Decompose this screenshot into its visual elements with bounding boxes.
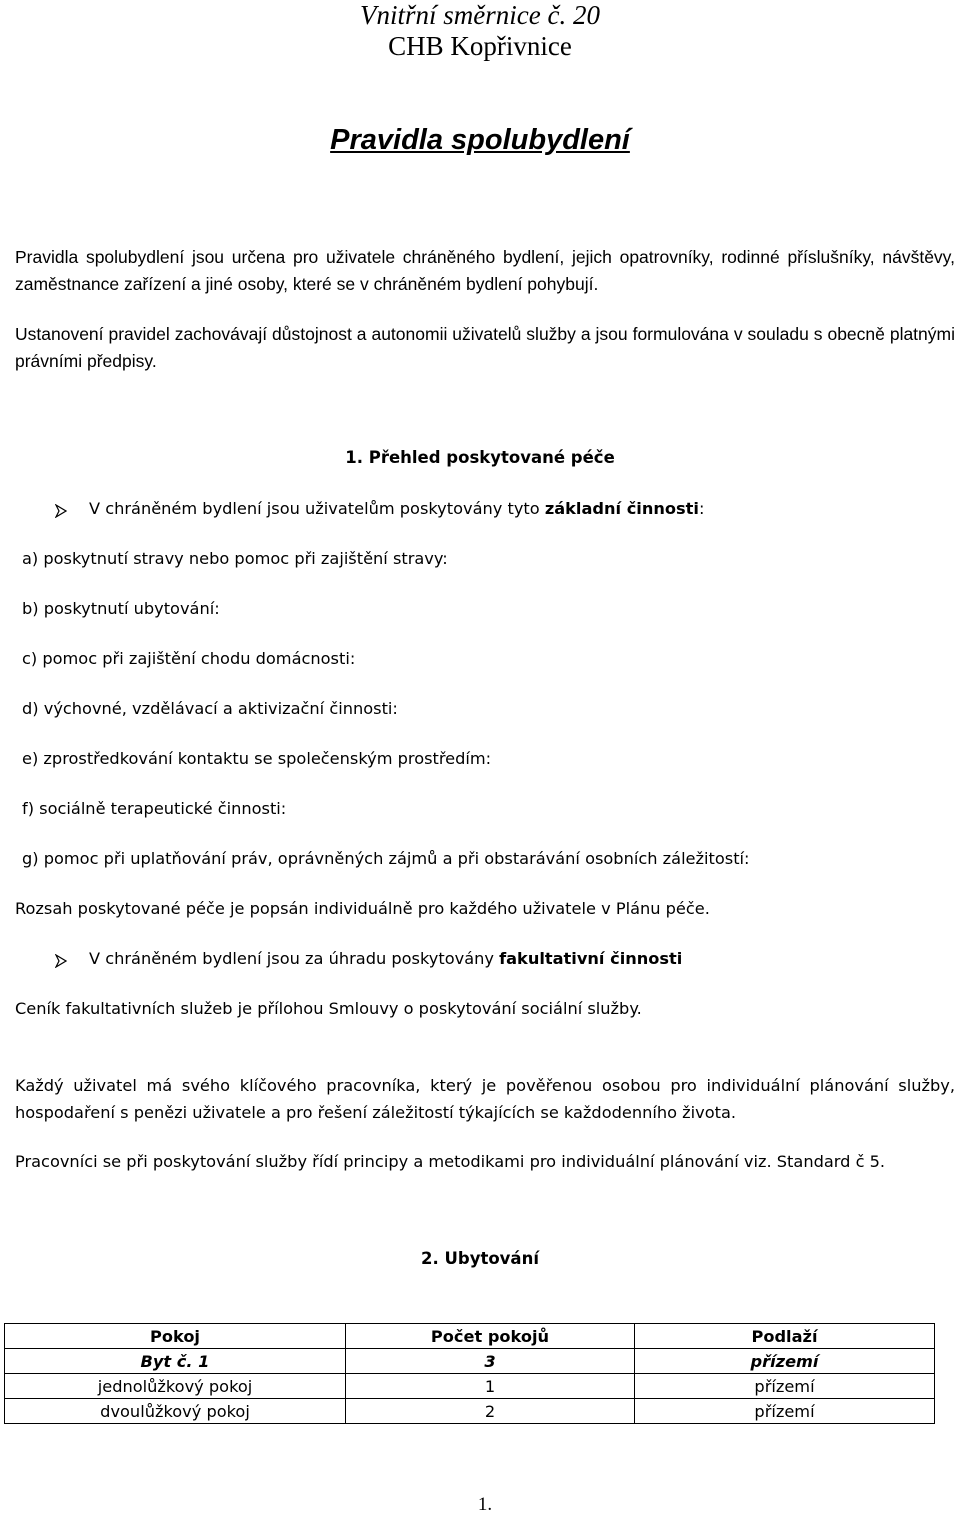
table-cell: přízemí <box>635 1399 935 1424</box>
table-cell: jednolůžkový pokoj <box>5 1374 346 1399</box>
table-cell: přízemí <box>635 1374 935 1399</box>
arrow-bullet-icon <box>55 954 67 968</box>
bullet-optional-bold: fakultativní činnosti <box>499 949 683 968</box>
table-header-cell: Pokoj <box>5 1324 346 1349</box>
bullet-optional-activities <box>89 949 682 968</box>
list-item: b) poskytnutí ubytování: <box>22 599 220 618</box>
bullet-basic-text: V chráněném bydlení jsou uživatelům poskytovány tyto <box>89 499 545 518</box>
bullet-basic-end: : <box>698 499 705 518</box>
section2-heading: 2. Ubytování <box>421 1249 539 1268</box>
header-line1: Vnitřní směrnice č. 20 <box>360 0 600 30</box>
list-item: d) výchovné, vzdělávací a aktivizační činnosti: <box>22 699 398 718</box>
table-subheader-row <box>5 1349 935 1374</box>
intro-paragraph-2: Ustanovení pravidel zachovávají důstojnost a autonomii uživatelů služby a jsou formulována v souladu s obecně platnými právními předpisy. <box>15 324 955 371</box>
section1-heading: 1. Přehled poskytované péče <box>345 448 615 467</box>
document-title: Pravidla spolubydlení <box>330 124 630 156</box>
list-item: a) poskytnutí stravy nebo pomoc při zajištění stravy: <box>22 549 448 568</box>
list-item: g) pomoc při uplatňování práv, oprávněných zájmů a při obstarávání osobních záležitostí: <box>22 849 750 868</box>
page-number: 1. <box>477 1494 493 1515</box>
intro-paragraph-1: Pravidla spolubydlení jsou určena pro uživatele chráněného bydlení, jejich opatrovníky, rodinné příslušníky, návštěvy, zaměstnance zařízení a jiné osoby, které se v chráněném bydlení pohybují. <box>15 247 955 294</box>
bullet-basic-activities <box>89 499 704 518</box>
table-cell: dvoulůžkový pokoj <box>5 1399 346 1424</box>
header-line2: CHB Kopřivnice <box>388 31 572 61</box>
list-item: c) pomoc při zajištění chodu domácnosti: <box>22 649 356 668</box>
care-scope-text: Rozsah poskytované péče je popsán individuálně pro každého uživatele v Plánu péče. <box>15 899 710 918</box>
table-cell: 2 <box>346 1399 635 1424</box>
table-cell: Byt č. 1 <box>5 1349 346 1374</box>
table-row <box>5 1374 935 1399</box>
key-worker-paragraph: Každý uživatel má svého klíčového pracovníka, který je pověřenou osobou pro individuální plánování služby, hospodaření s penězi uživatele a pro řešení záležitostí týkajících se každodenního života. <box>15 1076 955 1122</box>
table-header-cell: Počet pokojů <box>346 1324 635 1349</box>
workers-paragraph: Pracovníci se při poskytování služby řídí principy a metodikami pro individuální plánování viz. Standard č 5. <box>15 1152 886 1171</box>
price-list-text: Ceník fakultativních služeb je přílohou Smlouvy o poskytování sociální služby. <box>15 999 642 1018</box>
table-cell: 3 <box>346 1349 635 1374</box>
table-cell: přízemí <box>635 1349 935 1374</box>
list-item: e) zprostředkování kontaktu se společenským prostředím: <box>22 749 492 768</box>
list-item: f) sociálně terapeutické činnosti: <box>22 799 287 818</box>
accommodation-table <box>4 1323 935 1424</box>
table-row <box>5 1399 935 1424</box>
table-cell: 1 <box>346 1374 635 1399</box>
arrow-bullet-icon <box>55 504 67 518</box>
bullet-optional-text: V chráněném bydlení jsou za úhradu poskytovány <box>89 949 500 968</box>
table-header-cell: Podlaží <box>635 1324 935 1349</box>
bullet-basic-bold: základní činnosti <box>544 499 699 518</box>
table-header-row <box>5 1324 935 1349</box>
